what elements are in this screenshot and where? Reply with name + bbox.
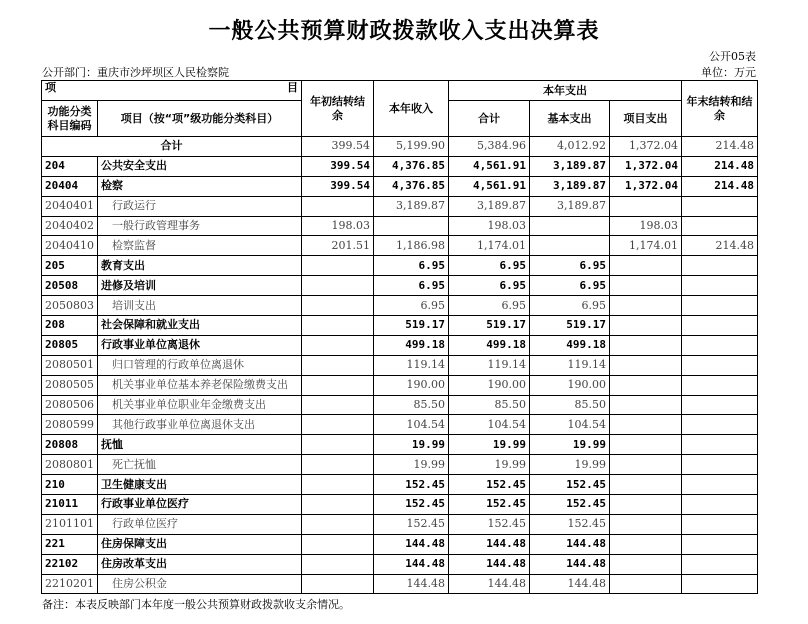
- row-code: 20404: [42, 176, 98, 196]
- table-row: [42, 355, 758, 375]
- table-row: [42, 435, 758, 455]
- row-basic-expense: 144.48: [530, 574, 610, 594]
- report-title: 一般公共预算财政拨款收入支出决算表: [208, 19, 600, 44]
- row-begin-balance: [302, 514, 374, 534]
- table-row: [42, 176, 758, 196]
- row-name: 机关事业单位基本养老保险缴费支出: [98, 375, 302, 395]
- total-end: 214.48: [682, 137, 758, 157]
- row-end-balance: [682, 415, 758, 435]
- table-row: [42, 574, 758, 594]
- table-row: [42, 196, 758, 216]
- header-row-1: [42, 81, 758, 101]
- row-name: 教育支出: [98, 256, 302, 276]
- row-project-expense: [610, 514, 682, 534]
- row-end-balance: [682, 455, 758, 475]
- total-begin: 399.54: [302, 137, 374, 157]
- row-income: 85.50: [374, 395, 449, 415]
- row-code: 210: [42, 475, 98, 495]
- total-project: 1,372.04: [610, 137, 682, 157]
- table-row: [42, 534, 758, 554]
- row-project-expense: [610, 316, 682, 336]
- row-basic-expense: 6.95: [530, 296, 610, 316]
- row-basic-expense: 119.14: [530, 355, 610, 375]
- row-name: 住房改革支出: [98, 554, 302, 574]
- row-expense-total: 144.48: [449, 574, 530, 594]
- row-project-expense: [610, 296, 682, 316]
- row-code: 2080501: [42, 355, 98, 375]
- row-begin-balance: 399.54: [302, 176, 374, 196]
- table-row: [42, 276, 758, 296]
- row-code: 2080505: [42, 375, 98, 395]
- row-begin-balance: [302, 276, 374, 296]
- row-code: 221: [42, 534, 98, 554]
- row-begin-balance: 399.54: [302, 156, 374, 176]
- row-begin-balance: [302, 375, 374, 395]
- row-end-balance: [682, 554, 758, 574]
- row-code: 2050803: [42, 296, 98, 316]
- row-basic-expense: 152.45: [530, 514, 610, 534]
- row-begin-balance: [302, 455, 374, 475]
- row-code: 20808: [42, 435, 98, 455]
- table-row: [42, 335, 758, 355]
- budget-table: [41, 80, 758, 594]
- row-code: 2040402: [42, 216, 98, 236]
- row-expense-total: 152.45: [449, 514, 530, 534]
- row-begin-balance: [302, 335, 374, 355]
- row-income: 6.95: [374, 276, 449, 296]
- row-basic-expense: 85.50: [530, 395, 610, 415]
- row-code: 2101101: [42, 514, 98, 534]
- row-income: 19.99: [374, 435, 449, 455]
- row-income: 1,186.98: [374, 236, 449, 256]
- unit-label: 单位：万元: [701, 66, 756, 79]
- row-begin-balance: [302, 574, 374, 594]
- row-income: 519.17: [374, 316, 449, 336]
- row-basic-expense: 152.45: [530, 475, 610, 495]
- row-basic-expense: 499.18: [530, 335, 610, 355]
- table-row: [42, 514, 758, 534]
- row-end-balance: [682, 316, 758, 336]
- row-income: 499.18: [374, 335, 449, 355]
- row-income: 152.45: [374, 514, 449, 534]
- row-code: 2080801: [42, 455, 98, 475]
- total-expense: 5,384.96: [449, 137, 530, 157]
- row-basic-expense: 144.48: [530, 554, 610, 574]
- row-begin-balance: [302, 256, 374, 276]
- row-project-expense: [610, 495, 682, 515]
- row-expense-total: 85.50: [449, 395, 530, 415]
- row-income: 152.45: [374, 475, 449, 495]
- row-expense-total: 4,561.91: [449, 176, 530, 196]
- table-row: [42, 256, 758, 276]
- row-basic-expense: 6.95: [530, 256, 610, 276]
- row-begin-balance: [302, 534, 374, 554]
- row-name: 住房公积金: [98, 574, 302, 594]
- total-row: [42, 137, 758, 157]
- row-end-balance: [682, 196, 758, 216]
- row-basic-expense: 104.54: [530, 415, 610, 435]
- table-row: [42, 316, 758, 336]
- row-begin-balance: [302, 554, 374, 574]
- table-row: [42, 554, 758, 574]
- row-expense-total: 198.03: [449, 216, 530, 236]
- row-income: 119.14: [374, 355, 449, 375]
- row-expense-total: 152.45: [449, 475, 530, 495]
- row-end-balance: [682, 355, 758, 375]
- row-code: 20508: [42, 276, 98, 296]
- row-begin-balance: [302, 395, 374, 415]
- row-project-expense: [610, 196, 682, 216]
- row-code: 2040401: [42, 196, 98, 216]
- row-income: 4,376.85: [374, 176, 449, 196]
- row-code: 2040410: [42, 236, 98, 256]
- row-code: 2210201: [42, 574, 98, 594]
- table-row: [42, 415, 758, 435]
- header-begin-balance: 年初结转结余: [302, 81, 374, 137]
- row-end-balance: [682, 216, 758, 236]
- row-code: 205: [42, 256, 98, 276]
- row-name: 其他行政事业单位离退休支出: [98, 415, 302, 435]
- row-expense-total: 6.95: [449, 296, 530, 316]
- row-name: 卫生健康支出: [98, 475, 302, 495]
- table-row: [42, 375, 758, 395]
- row-name: 一般行政管理事务: [98, 216, 302, 236]
- total-income: 5,199.90: [374, 137, 449, 157]
- row-expense-total: 499.18: [449, 335, 530, 355]
- row-basic-expense: 6.95: [530, 276, 610, 296]
- row-income: 6.95: [374, 256, 449, 276]
- row-income: 144.48: [374, 574, 449, 594]
- header-item-cell: [42, 81, 302, 101]
- table-row: [42, 216, 758, 236]
- row-name: 培训支出: [98, 296, 302, 316]
- row-income: 144.48: [374, 534, 449, 554]
- footnote: 备注：本表反映部门本年度一般公共预算财政拨款收支余情况。: [42, 598, 350, 611]
- table-row: [42, 475, 758, 495]
- row-project-expense: [610, 574, 682, 594]
- row-end-balance: [682, 335, 758, 355]
- row-basic-expense: 519.17: [530, 316, 610, 336]
- row-begin-balance: [302, 475, 374, 495]
- table-row: [42, 236, 758, 256]
- row-income: 144.48: [374, 554, 449, 574]
- row-project-expense: [610, 375, 682, 395]
- row-expense-total: 6.95: [449, 276, 530, 296]
- row-end-balance: [682, 395, 758, 415]
- row-begin-balance: [302, 196, 374, 216]
- row-income: 6.95: [374, 296, 449, 316]
- row-income: 4,376.85: [374, 156, 449, 176]
- header-project: 项目支出: [610, 101, 682, 137]
- header-item-name: 项目（按“项”级功能分类科目）: [98, 101, 302, 137]
- row-end-balance: 214.48: [682, 156, 758, 176]
- row-name: 行政事业单位离退休: [98, 335, 302, 355]
- row-end-balance: [682, 475, 758, 495]
- row-name: 行政单位医疗: [98, 514, 302, 534]
- row-begin-balance: [302, 435, 374, 455]
- row-basic-expense: 3,189.87: [530, 156, 610, 176]
- header-func-code: 功能分类科目编码: [42, 101, 98, 137]
- row-end-balance: [682, 514, 758, 534]
- row-name: 进修及培训: [98, 276, 302, 296]
- row-expense-total: 144.48: [449, 554, 530, 574]
- row-code: 2080599: [42, 415, 98, 435]
- row-project-expense: [610, 395, 682, 415]
- row-project-expense: [610, 534, 682, 554]
- header-total: 合计: [449, 101, 530, 137]
- row-name: 住房保障支出: [98, 534, 302, 554]
- row-name: 社会保障和就业支出: [98, 316, 302, 336]
- row-expense-total: 6.95: [449, 256, 530, 276]
- row-name: 死亡抚恤: [98, 455, 302, 475]
- row-name: 检察监督: [98, 236, 302, 256]
- row-end-balance: [682, 296, 758, 316]
- row-income: 104.54: [374, 415, 449, 435]
- row-project-expense: [610, 455, 682, 475]
- row-end-balance: [682, 276, 758, 296]
- total-label: 合计: [42, 137, 302, 157]
- row-end-balance: [682, 435, 758, 455]
- row-expense-total: 19.99: [449, 455, 530, 475]
- row-project-expense: 1,372.04: [610, 156, 682, 176]
- row-code: 20805: [42, 335, 98, 355]
- row-expense-total: 104.54: [449, 415, 530, 435]
- form-number: 公开05表: [709, 50, 756, 63]
- row-begin-balance: [302, 415, 374, 435]
- row-end-balance: [682, 495, 758, 515]
- row-expense-total: 1,174.01: [449, 236, 530, 256]
- row-name: 检察: [98, 176, 302, 196]
- row-income: 3,189.87: [374, 196, 449, 216]
- row-basic-expense: [530, 236, 610, 256]
- row-basic-expense: 19.99: [530, 455, 610, 475]
- row-begin-balance: [302, 296, 374, 316]
- row-begin-balance: [302, 495, 374, 515]
- table-row: [42, 495, 758, 515]
- row-begin-balance: 201.51: [302, 236, 374, 256]
- header-basic: 基本支出: [530, 101, 610, 137]
- row-project-expense: [610, 355, 682, 375]
- row-begin-balance: [302, 355, 374, 375]
- row-income: 152.45: [374, 495, 449, 515]
- row-name: 抚恤: [98, 435, 302, 455]
- table-row: [42, 156, 758, 176]
- row-basic-expense: 3,189.87: [530, 196, 610, 216]
- header-expense-group: 本年支出: [449, 81, 682, 101]
- row-expense-total: 152.45: [449, 495, 530, 515]
- row-end-balance: [682, 256, 758, 276]
- row-expense-total: 144.48: [449, 534, 530, 554]
- row-project-expense: [610, 435, 682, 455]
- row-code: 21011: [42, 495, 98, 515]
- row-project-expense: 1,174.01: [610, 236, 682, 256]
- row-basic-expense: [530, 216, 610, 236]
- row-expense-total: 3,189.87: [449, 196, 530, 216]
- table-row: [42, 455, 758, 475]
- row-code: 2080506: [42, 395, 98, 415]
- table-row: [42, 296, 758, 316]
- row-name: 归口管理的行政单位离退休: [98, 355, 302, 375]
- row-name: 机关事业单位职业年金缴费支出: [98, 395, 302, 415]
- row-project-expense: [610, 335, 682, 355]
- row-basic-expense: 3,189.87: [530, 176, 610, 196]
- row-end-balance: [682, 375, 758, 395]
- row-end-balance: 214.48: [682, 236, 758, 256]
- header-mu-label: 目: [287, 81, 298, 94]
- row-expense-total: 119.14: [449, 355, 530, 375]
- row-begin-balance: [302, 316, 374, 336]
- header-item-label: 项: [45, 81, 56, 94]
- table-row: [42, 395, 758, 415]
- row-basic-expense: 152.45: [530, 495, 610, 515]
- row-expense-total: 19.99: [449, 435, 530, 455]
- row-code: 204: [42, 156, 98, 176]
- row-project-expense: [610, 276, 682, 296]
- row-end-balance: 214.48: [682, 176, 758, 196]
- row-expense-total: 519.17: [449, 316, 530, 336]
- row-code: 208: [42, 316, 98, 336]
- row-name: 行政运行: [98, 196, 302, 216]
- row-end-balance: [682, 534, 758, 554]
- row-project-expense: 1,372.04: [610, 176, 682, 196]
- row-income: 19.99: [374, 455, 449, 475]
- total-basic: 4,012.92: [530, 137, 610, 157]
- row-expense-total: 190.00: [449, 375, 530, 395]
- row-project-expense: [610, 256, 682, 276]
- header-end-balance: 年末结转和结余: [682, 81, 758, 137]
- row-name: 公共安全支出: [98, 156, 302, 176]
- row-basic-expense: 19.99: [530, 435, 610, 455]
- header-income: 本年收入: [374, 81, 449, 137]
- row-income: [374, 216, 449, 236]
- row-end-balance: [682, 574, 758, 594]
- row-project-expense: 198.03: [610, 216, 682, 236]
- row-project-expense: [610, 415, 682, 435]
- row-expense-total: 4,561.91: [449, 156, 530, 176]
- row-basic-expense: 144.48: [530, 534, 610, 554]
- row-project-expense: [610, 475, 682, 495]
- department-label: 公开部门：重庆市沙坪坝区人民检察院: [42, 66, 229, 79]
- row-begin-balance: 198.03: [302, 216, 374, 236]
- row-name: 行政事业单位医疗: [98, 495, 302, 515]
- row-basic-expense: 190.00: [530, 375, 610, 395]
- row-income: 190.00: [374, 375, 449, 395]
- row-code: 22102: [42, 554, 98, 574]
- row-project-expense: [610, 554, 682, 574]
